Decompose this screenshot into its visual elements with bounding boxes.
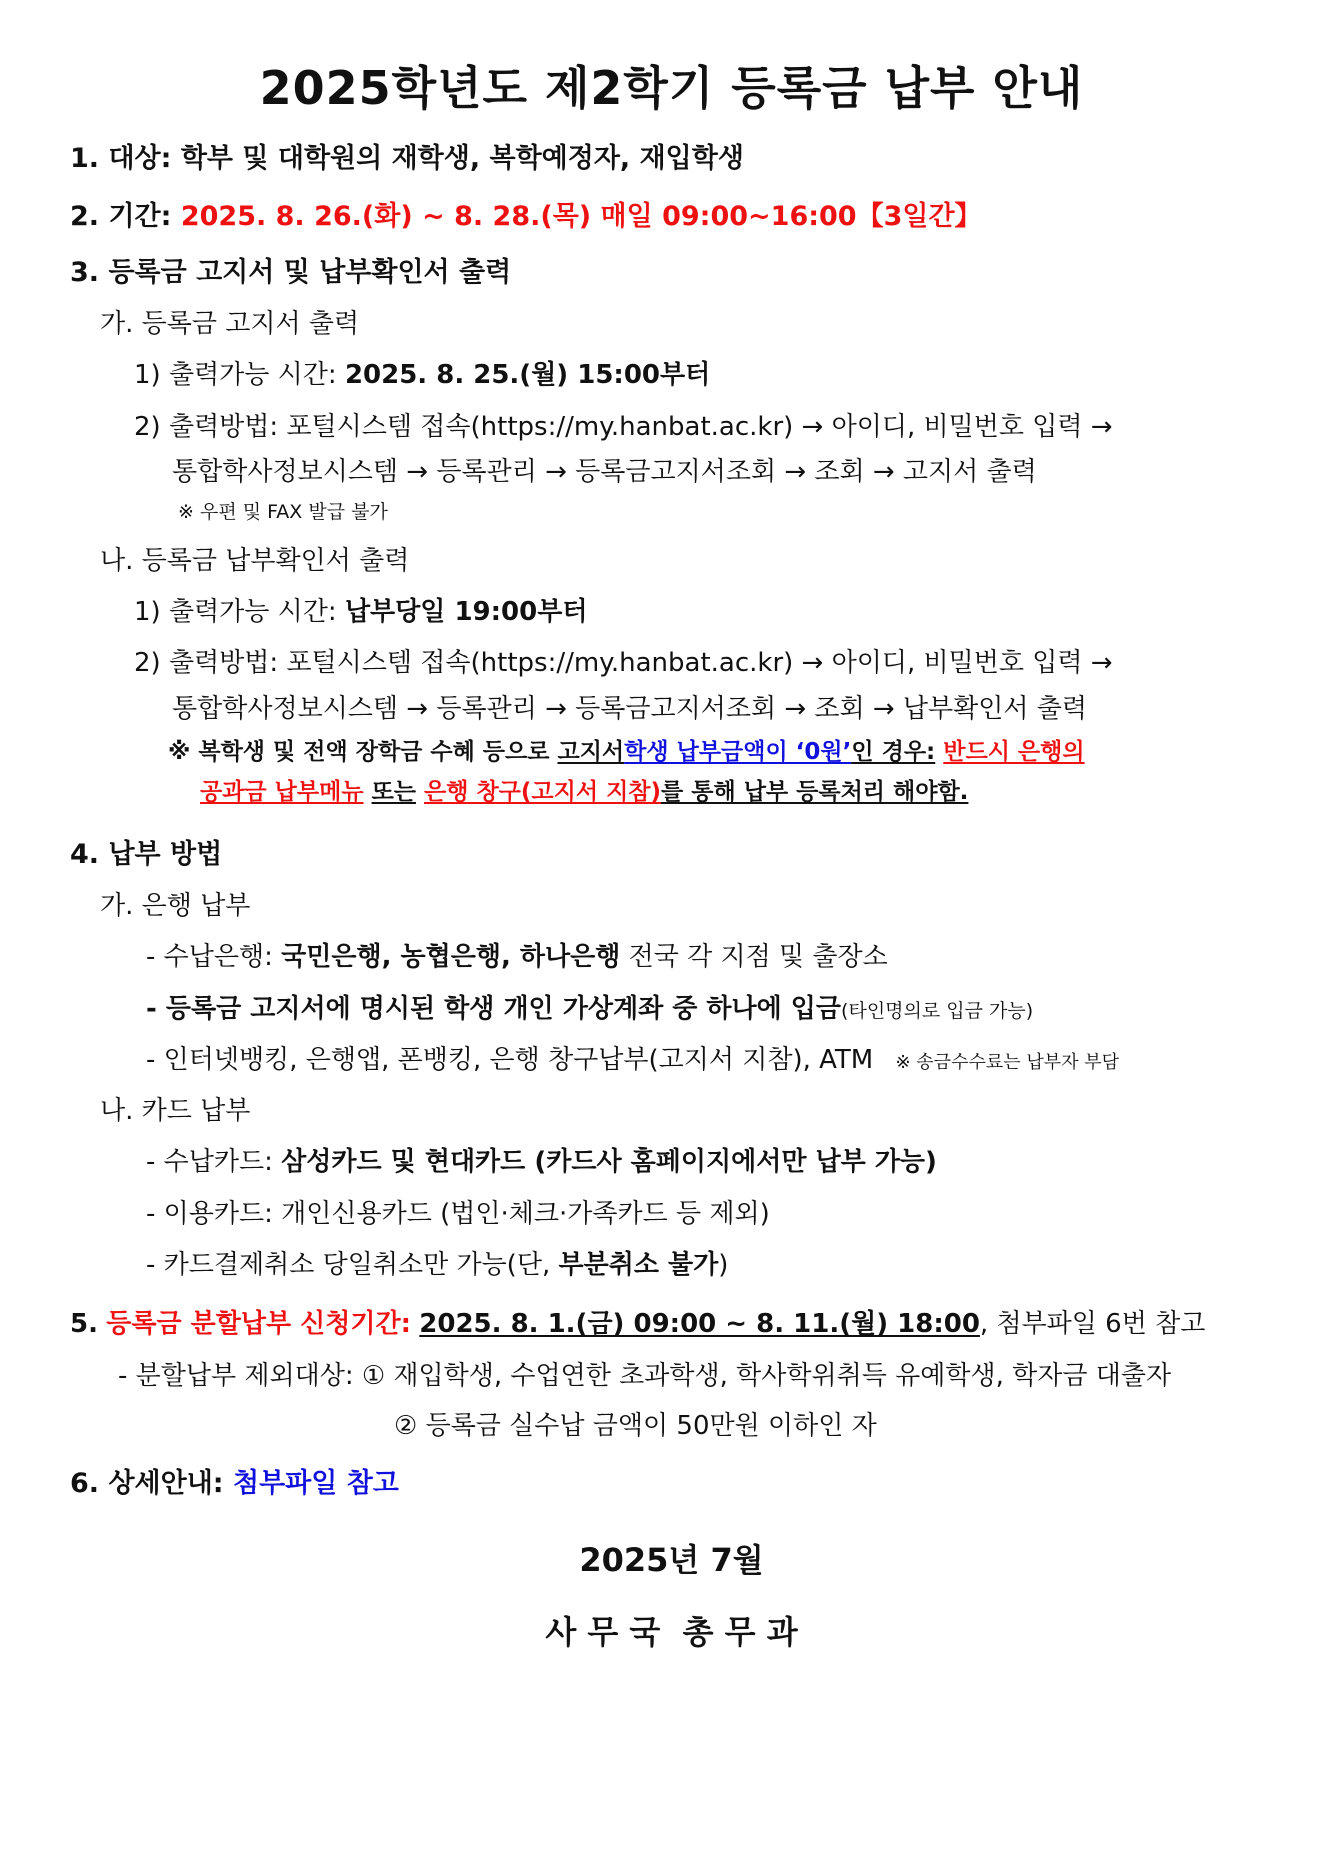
section-3-heading: 3. 등록금 고지서 및 납부확인서 출력 <box>70 257 512 288</box>
banks-scope: 전국 각 지점 및 출장소 <box>628 942 888 972</box>
section-3a-note: ※ 우편 및 FAX 발급 불가 <box>178 501 388 523</box>
footer-office: 사 무 국 총 무 과 <box>545 1613 798 1651</box>
section-5-period: 2025. 8. 1.(금) 09:00 ~ 8. 11.(월) 18:00 <box>419 1309 980 1339</box>
section-3a-item-1-value: 2025. 8. 25.(월) 15:00부터 <box>344 360 711 390</box>
section-5-label: 등록금 분할납부 신청기간: <box>106 1309 412 1339</box>
section-3b-item-1-label: 1) 출력가능 시간: <box>134 597 337 627</box>
cards-list: 삼성카드 및 현대카드 (카드사 홈페이지에서만 납부 가능) <box>281 1147 937 1177</box>
section-2-label: 기간: <box>108 201 172 232</box>
section-6-number: 6. <box>70 1468 100 1499</box>
footer-date: 2025년 7월 <box>579 1541 764 1579</box>
warning-part-1: ※ 복학생 및 전액 장학금 수혜 등으로 <box>168 739 550 765</box>
section-5-exclusion-1: - 분할납부 제외대상: ① 재입학생, 수업연한 초과학생, 학사학위취득 유예학생, 학자금 대출자 <box>118 1361 1172 1391</box>
section-3a-item-2-line-1: 2) 출력방법: 포털시스템 접속(https://my.hanbat.ac.kr) → 아이디, 비밀번호 입력 → <box>134 412 1113 442</box>
section-1-number: 1. <box>70 143 100 174</box>
section-2-text: 2025. 8. 26.(화) ~ 8. 28.(목) 매일 09:00~16:00【3일간】 <box>180 201 982 232</box>
virtual-account-note: (타인명의로 입금 가능) <box>841 1000 1034 1022</box>
section-5-rest: , 첨부파일 6번 참고 <box>979 1309 1206 1339</box>
zero-amount-warning-line-1 <box>168 735 1085 769</box>
section-3b-item-1-value: 납부당일 19:00부터 <box>344 597 588 627</box>
warning-part-8: 은행 창구(고지서 지참) <box>424 779 662 805</box>
payment-channels: - 인터넷뱅킹, 은행앱, 폰뱅킹, 은행 창구납부(고지서 지참), ATM <box>146 1045 874 1075</box>
section-1-target <box>70 142 744 176</box>
warning-part-3: 학생 납부금액이 ‘0원’ <box>624 739 852 765</box>
cancel-text: - 카드결제취소 당일취소만 가능(단, <box>146 1250 551 1280</box>
section-4b-line-3 <box>146 1248 728 1282</box>
section-3a-title: 가. 등록금 고지서 출력 <box>100 309 360 339</box>
section-3b-title: 나. 등록금 납부확인서 출력 <box>100 546 410 576</box>
warning-part-4: 인 경우: <box>851 739 936 765</box>
banks-label: - 수납은행: <box>146 942 273 972</box>
cancel-end: ) <box>718 1250 729 1280</box>
section-4b-title: 나. 카드 납부 <box>100 1096 251 1126</box>
warning-part-6: 공과금 납부메뉴 <box>200 779 364 805</box>
section-6-value: 첨부파일 참고 <box>233 1468 399 1499</box>
section-6-details <box>70 1467 399 1501</box>
warning-part-2: 고지서 <box>557 739 625 765</box>
section-1-text: 학부 및 대학원의 재학생, 복학예정자, 재입학생 <box>180 143 744 174</box>
zero-amount-warning-line-2 <box>200 775 968 809</box>
warning-part-9: 를 통해 납부 등록처리 해야함. <box>661 779 969 805</box>
cancel-bold: 부분취소 불가 <box>558 1250 719 1280</box>
section-6-label: 상세안내: <box>108 1468 224 1499</box>
section-4b-line-1 <box>146 1145 937 1179</box>
section-4-heading: 4. 납부 방법 <box>70 839 223 870</box>
section-2-number: 2. <box>70 201 100 232</box>
section-4a-title: 가. 은행 납부 <box>100 891 251 921</box>
section-3b-item-2-line-2: 통합학사정보시스템 → 등록관리 → 등록금고지서조회 → 조회 → 납부확인서 출력 <box>172 694 1088 724</box>
section-5-number: 5. <box>70 1309 98 1339</box>
section-5-exclusion-2: ② 등록금 실수납 금액이 50만원 이하인 자 <box>394 1411 877 1441</box>
virtual-account-text: - 등록금 고지서에 명시된 학생 개인 가상계좌 중 하나에 입금 <box>146 994 842 1024</box>
section-3b-item-1 <box>134 595 587 629</box>
section-4b-line-2: - 이용카드: 개인신용카드 (법인·체크·가족카드 등 제외) <box>146 1199 770 1229</box>
section-4a-line-3 <box>146 1043 1119 1080</box>
banks-list: 국민은행, 농협은행, 하나은행 <box>281 942 621 972</box>
section-4a-line-1 <box>146 940 888 974</box>
section-3a-item-1 <box>134 358 710 392</box>
section-1-label: 대상: <box>108 143 172 174</box>
section-2-period <box>70 200 982 234</box>
fee-note: ※ 송금수수료는 납부자 부담 <box>895 1052 1119 1073</box>
section-3a-item-1-label: 1) 출력가능 시간: <box>134 360 337 390</box>
warning-part-5: 반드시 은행의 <box>943 739 1085 765</box>
page-title: 2025학년도 제2학기 등록금 납부 안내 <box>259 61 1084 115</box>
section-5-heading <box>70 1307 1205 1341</box>
warning-part-7: 또는 <box>371 779 416 805</box>
section-3a-item-2-line-2: 통합학사정보시스템 → 등록관리 → 등록금고지서조회 → 조회 → 고지서 출력 <box>172 457 1037 487</box>
section-3b-item-2-line-1: 2) 출력방법: 포털시스템 접속(https://my.hanbat.ac.kr) → 아이디, 비밀번호 입력 → <box>134 648 1113 678</box>
section-4a-line-2 <box>146 992 1033 1028</box>
cards-label: - 수납카드: <box>146 1147 273 1177</box>
